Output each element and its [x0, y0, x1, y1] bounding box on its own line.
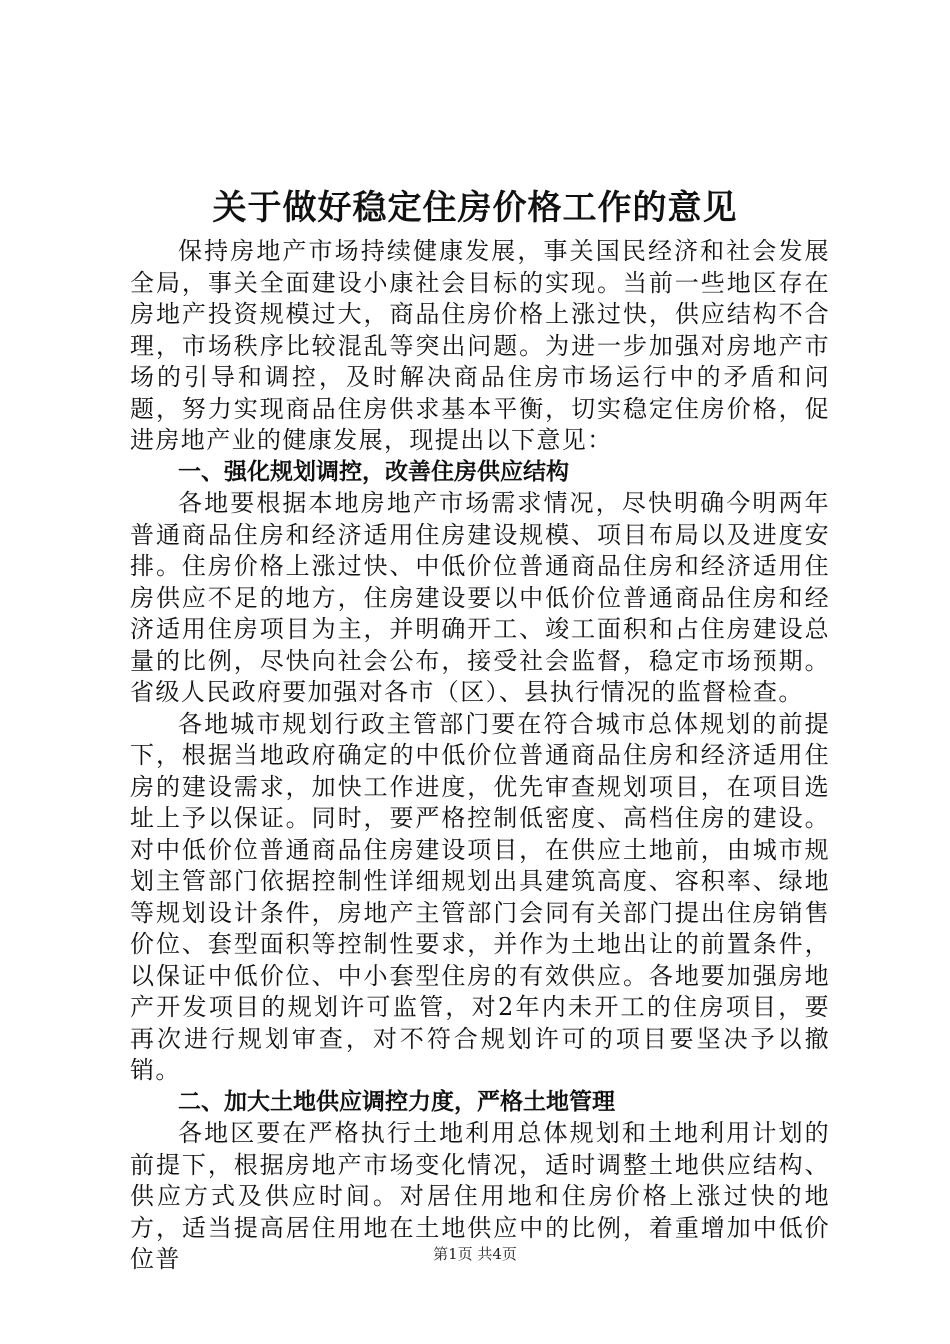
section-1-paragraph-2: 各地城市规划行政主管部门要在符合城市总体规划的前提下，根据当地政府确定的中低价位普通商品住房和经济适用住房的建设需求，加快工作进度，优先审查规划项目，在项目选址上予以保证。同时，要严格控制低密度、高档住房的建设。对中低价位普通商品住房建设项目，在供应土地前，由城市规划主管部门依据控制性详细规划出具建筑高度、容积率、绿地等规划设计条件，房地产主管部门会同有关部门提出住房销售价位、套型面积等控制性要求，并作为土地出让的前置条件，以保证中低价位、中小套型住房的有效供应。各地要加强房地产开发项目的规划许可监管，对2年内未开工的住房项目，要再次进行规划审查，对不符合规划许可的项目要坚决予以撤销。 — [130, 709, 830, 1084]
section-2-paragraph-1: 各地区要在严格执行土地利用总体规划和土地利用计划的前提下，根据房地产市场变化情况，适时调整土地供应结构、供应方式及供应时间。对居住用地和住房价格上涨过快的地方，适当提高居住用地在土地供应中的比例，着重增加中低价位普 — [130, 1119, 830, 1273]
section-1-paragraph-1: 各地要根据本地房地产市场需求情况，尽快明确今明两年普通商品住房和经济适用住房建设规模、项目布局以及进度安排。住房价格上涨过快、中低价位普通商品住房和经济适用住房供应不足的地方，住房建设要以中低价位普通商品住房和经济适用住房项目为主，并明确开工、竣工面积和占住房建设总量的比例，尽快向社会公布，接受社会监督，稳定市场预期。省级人民政府要加强对各市（区）、县执行情况的监督检查。 — [130, 489, 830, 706]
section-heading-1: 一、强化规划调控，改善住房供应结构 — [178, 458, 569, 485]
document-title: 关于做好稳定住房价格工作的意见 — [212, 188, 738, 228]
intro-paragraph: 保持房地产市场持续健康发展，事关国民经济和社会发展全局，事关全面建设小康社会目标的实现。当前一些地区存在房地产投资规模过大，商品住房价格上涨过快，供应结构不合理，市场秩序比较混乱等突出问题。为进一步加强对房地产市场的引导和调控，及时解决商品住房市场运行中的矛盾和问题，努力实现商品住房供求基本平衡，切实稳定住房价格，促进房地产业的健康发展，现提出以下意见： — [130, 237, 830, 454]
section-heading-2: 二、加大土地供应调控力度，严格土地管理 — [178, 1088, 615, 1115]
document-body — [130, 236, 830, 1276]
page-footer: 第1页 共4页 — [433, 1245, 517, 1263]
